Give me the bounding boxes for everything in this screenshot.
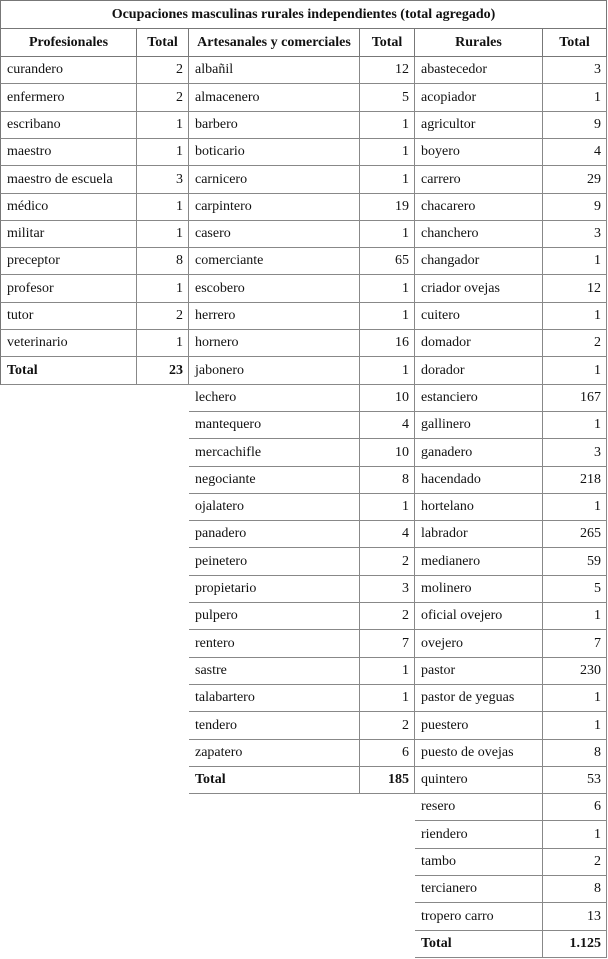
occupation-name: carpintero xyxy=(189,194,360,221)
occupation-count: 1 xyxy=(360,112,415,139)
occupation-count: 8 xyxy=(137,248,189,275)
occupation-count: 1 xyxy=(360,166,415,194)
occupation-name: quintero xyxy=(415,767,543,794)
occupation-count: 1 xyxy=(360,494,415,521)
occupation-count: 1 xyxy=(137,330,189,357)
occupation-count: 1 xyxy=(137,221,189,248)
occupation-name: lechero xyxy=(189,385,360,412)
occupation-count: 1 xyxy=(543,303,607,330)
occupation-count: 5 xyxy=(360,84,415,112)
table-title: Ocupaciones masculinas rurales independientes (total agregado) xyxy=(0,0,607,29)
occupation-count: 53 xyxy=(543,767,607,794)
occupation-name: escobero xyxy=(189,275,360,303)
occupation-name: comerciante xyxy=(189,248,360,275)
occupation-count: 2 xyxy=(360,548,415,576)
occupation-count: 9 xyxy=(543,194,607,221)
occupation-name: boyero xyxy=(415,139,543,166)
occupation-name: acopiador xyxy=(415,84,543,112)
occupation-name: talabartero xyxy=(189,685,360,712)
occupation-count: 19 xyxy=(360,194,415,221)
occupation-name: puesto de ovejas xyxy=(415,740,543,767)
occupation-name: rentero xyxy=(189,630,360,658)
occupation-count: 1 xyxy=(543,248,607,275)
occupation-count: 3 xyxy=(360,576,415,603)
occupation-name: enfermero xyxy=(0,84,137,112)
occupation-name: albañil xyxy=(189,57,360,84)
occupation-name: labrador xyxy=(415,521,543,548)
total-value: 1.125 xyxy=(543,931,607,958)
occupation-count: 167 xyxy=(543,385,607,412)
occupation-name: militar xyxy=(0,221,137,248)
occupation-count: 1 xyxy=(360,357,415,385)
occupation-count: 2 xyxy=(360,603,415,630)
occupation-name: propietario xyxy=(189,576,360,603)
occupation-name: medianero xyxy=(415,548,543,576)
occupation-count: 29 xyxy=(543,166,607,194)
occupation-count: 1 xyxy=(543,712,607,740)
occupation-name: curandero xyxy=(0,57,137,84)
occupation-count: 1 xyxy=(137,275,189,303)
occupation-name: barbero xyxy=(189,112,360,139)
occupation-name: estanciero xyxy=(415,385,543,412)
occupation-name: boticario xyxy=(189,139,360,166)
occupation-name: tutor xyxy=(0,303,137,330)
occupation-name: hornero xyxy=(189,330,360,357)
occupation-count: 3 xyxy=(543,439,607,467)
occupation-count: 7 xyxy=(543,630,607,658)
occupation-name: zapatero xyxy=(189,740,360,767)
occupation-name: sastre xyxy=(189,658,360,685)
occupation-count: 10 xyxy=(360,385,415,412)
occupation-name: escribano xyxy=(0,112,137,139)
occupation-count: 1 xyxy=(137,194,189,221)
occupation-name: cuitero xyxy=(415,303,543,330)
occupation-count: 1 xyxy=(543,603,607,630)
occupation-name: dorador xyxy=(415,357,543,385)
occupation-count: 16 xyxy=(360,330,415,357)
occupation-name: hacendado xyxy=(415,467,543,494)
occupation-count: 2 xyxy=(137,303,189,330)
occupation-count: 8 xyxy=(543,876,607,903)
column-header-artesanales-total: Total xyxy=(360,29,415,57)
occupation-name: pastor de yeguas xyxy=(415,685,543,712)
occupation-name: changador xyxy=(415,248,543,275)
occupation-name: maestro de escuela xyxy=(0,166,137,194)
occupation-name: negociante xyxy=(189,467,360,494)
occupation-count: 2 xyxy=(137,57,189,84)
column-header-rurales: Rurales xyxy=(415,29,543,57)
occupation-count: 1 xyxy=(360,139,415,166)
occupation-count: 1 xyxy=(360,221,415,248)
column-header-profesionales-total: Total xyxy=(137,29,189,57)
occupation-count: 8 xyxy=(360,467,415,494)
occupation-count: 1 xyxy=(543,84,607,112)
occupation-count: 230 xyxy=(543,658,607,685)
occupation-name: preceptor xyxy=(0,248,137,275)
column-header-artesanales: Artesanales y comerciales xyxy=(189,29,360,57)
occupation-name: ganadero xyxy=(415,439,543,467)
occupation-name: tambo xyxy=(415,849,543,876)
occupation-count: 10 xyxy=(360,439,415,467)
occupation-name: domador xyxy=(415,330,543,357)
occupation-name: profesor xyxy=(0,275,137,303)
occupation-name: ojalatero xyxy=(189,494,360,521)
occupation-name: agricultor xyxy=(415,112,543,139)
occupation-name: abastecedor xyxy=(415,57,543,84)
occupation-count: 1 xyxy=(360,275,415,303)
occupation-count: 265 xyxy=(543,521,607,548)
occupation-name: jabonero xyxy=(189,357,360,385)
occupation-name: puestero xyxy=(415,712,543,740)
occupation-count: 2 xyxy=(137,84,189,112)
occupation-name: criador ovejas xyxy=(415,275,543,303)
occupation-name: peinetero xyxy=(189,548,360,576)
occupation-name: chacarero xyxy=(415,194,543,221)
occupation-count: 6 xyxy=(360,740,415,767)
occupation-count: 1 xyxy=(543,821,607,849)
occupation-name: riendero xyxy=(415,821,543,849)
occupation-count: 59 xyxy=(543,548,607,576)
occupation-count: 4 xyxy=(360,521,415,548)
occupation-count: 3 xyxy=(137,166,189,194)
occupation-count: 12 xyxy=(543,275,607,303)
occupation-count: 1 xyxy=(543,685,607,712)
occupation-count: 1 xyxy=(137,112,189,139)
occupation-name: pulpero xyxy=(189,603,360,630)
occupation-count: 1 xyxy=(543,357,607,385)
occupation-count: 65 xyxy=(360,248,415,275)
total-label: Total xyxy=(0,357,137,385)
occupation-name: mercachifle xyxy=(189,439,360,467)
total-label: Total xyxy=(415,931,543,958)
occupation-name: médico xyxy=(0,194,137,221)
occupation-name: carnicero xyxy=(189,166,360,194)
occupation-count: 1 xyxy=(543,412,607,439)
occupation-count: 2 xyxy=(543,330,607,357)
occupation-count: 4 xyxy=(543,139,607,166)
occupation-count: 12 xyxy=(360,57,415,84)
occupation-count: 2 xyxy=(543,849,607,876)
occupation-count: 1 xyxy=(360,685,415,712)
occupation-count: 8 xyxy=(543,740,607,767)
occupation-name: mantequero xyxy=(189,412,360,439)
occupation-name: hortelano xyxy=(415,494,543,521)
occupation-count: 218 xyxy=(543,467,607,494)
occupation-name: pastor xyxy=(415,658,543,685)
occupation-name: oficial ovejero xyxy=(415,603,543,630)
total-value: 23 xyxy=(137,357,189,385)
occupation-name: veterinario xyxy=(0,330,137,357)
occupation-name: panadero xyxy=(189,521,360,548)
occupation-count: 6 xyxy=(543,794,607,821)
occupation-name: ovejero xyxy=(415,630,543,658)
occupation-count: 13 xyxy=(543,903,607,931)
occupation-name: tendero xyxy=(189,712,360,740)
occupation-name: chanchero xyxy=(415,221,543,248)
occupation-name: resero xyxy=(415,794,543,821)
occupation-name: almacenero xyxy=(189,84,360,112)
occupation-name: casero xyxy=(189,221,360,248)
occupation-name: gallinero xyxy=(415,412,543,439)
occupation-count: 1 xyxy=(543,494,607,521)
occupation-count: 2 xyxy=(360,712,415,740)
total-label: Total xyxy=(189,767,360,794)
column-header-profesionales: Profesionales xyxy=(0,29,137,57)
occupation-name: maestro xyxy=(0,139,137,166)
occupation-name: herrero xyxy=(189,303,360,330)
occupation-count: 1 xyxy=(360,303,415,330)
occupation-count: 7 xyxy=(360,630,415,658)
occupation-count: 3 xyxy=(543,57,607,84)
occupation-count: 4 xyxy=(360,412,415,439)
occupation-count: 9 xyxy=(543,112,607,139)
occupation-count: 5 xyxy=(543,576,607,603)
occupation-count: 3 xyxy=(543,221,607,248)
total-value: 185 xyxy=(360,767,415,794)
column-header-rurales-total: Total xyxy=(543,29,607,57)
occupation-name: carrero xyxy=(415,166,543,194)
occupation-name: molinero xyxy=(415,576,543,603)
occupation-name: tropero carro xyxy=(415,903,543,931)
occupation-count: 1 xyxy=(137,139,189,166)
occupation-count: 1 xyxy=(360,658,415,685)
occupation-name: tercianero xyxy=(415,876,543,903)
